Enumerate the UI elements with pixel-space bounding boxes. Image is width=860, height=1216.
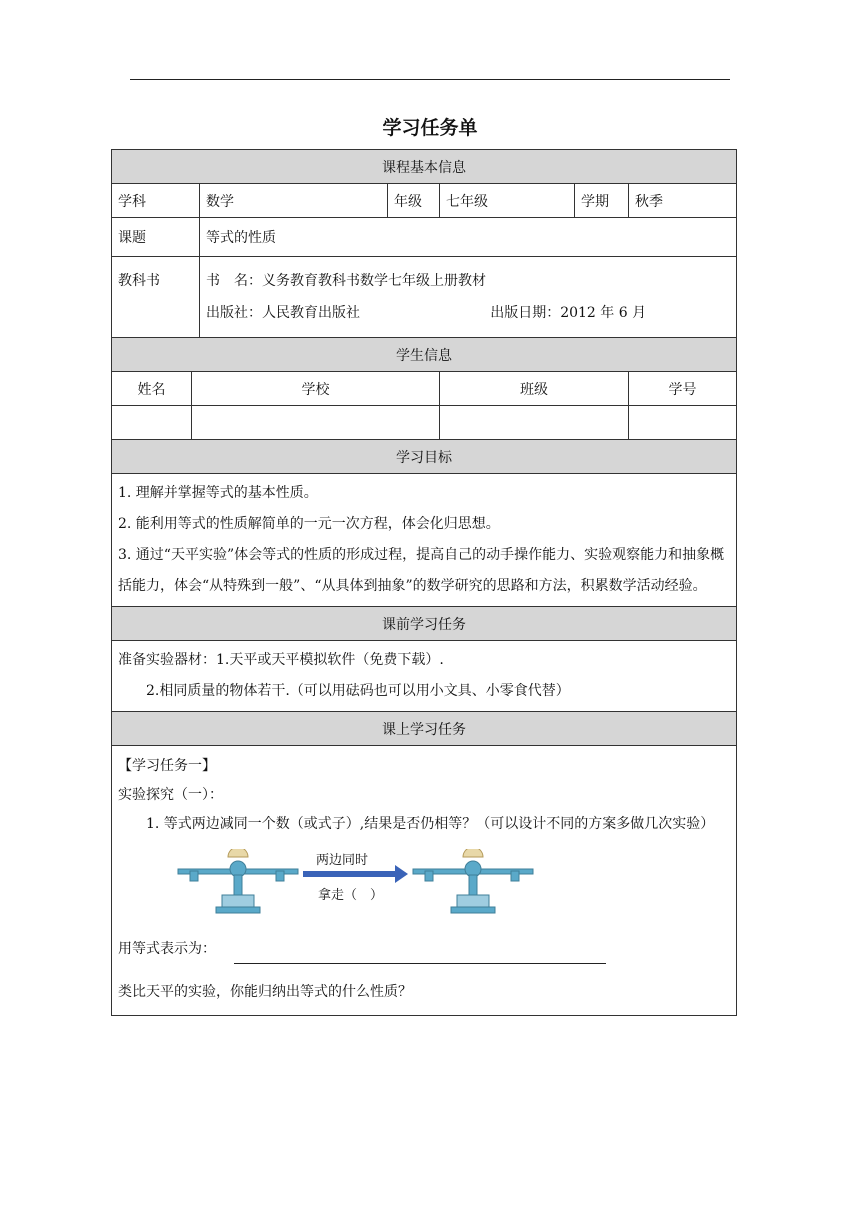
arrow-bottom-text: 拿走（ ） (318, 888, 384, 903)
question-text: 1. 等式两边减同一个数（或式子）,结果是否仍相等？（可以设计不同的方案多做几次实验） (146, 816, 715, 832)
objective-item: 1. 理解并掌握等式的基本性质。 (118, 485, 318, 501)
pre-class-content (112, 641, 737, 712)
school-cell[interactable] (192, 406, 440, 440)
topic-label: 课题 (112, 218, 200, 257)
arrow (303, 852, 408, 903)
analogy-question: 类比天平的实验，你能归纳出等式的什么性质？ (118, 984, 412, 1000)
term-label: 学期 (575, 184, 629, 218)
arrow-top-text: 两边同时 (316, 853, 369, 868)
publish-date: 出版日期：2012 年 6 月 (490, 305, 647, 321)
left-balance (178, 849, 298, 913)
subject-label: 学科 (112, 184, 200, 218)
top-rule (130, 79, 730, 80)
objectives-header: 学习目标 (112, 440, 737, 474)
right-balance (413, 849, 533, 913)
pre-class-header: 课前学习任务 (112, 607, 737, 641)
col-class: 班级 (440, 372, 629, 406)
name-cell[interactable] (112, 406, 192, 440)
explore-label: 实验探究（一）： (118, 787, 223, 803)
grade-value: 七年级 (440, 184, 575, 218)
book-name: 书 名：义务教育教科书数学七年级上册教材 (206, 273, 486, 289)
task-sheet (111, 149, 736, 1016)
pre-class-line: 准备实验器材：1.天平或天平模拟软件（免费下载）. (118, 652, 444, 668)
class-cell[interactable] (440, 406, 629, 440)
express-row (118, 935, 730, 964)
objective-item: 2. 能利用等式的性质解简单的一元一次方程，体会化归思想。 (118, 516, 500, 532)
col-name: 姓名 (112, 372, 192, 406)
pre-class-line: 2.相同质量的物体若干.（可以用砝码也可以用小文具、小零食代替） (146, 683, 570, 699)
task-title: 【学习任务一】 (118, 758, 216, 774)
textbook-info (200, 257, 737, 338)
student-id-cell[interactable] (629, 406, 737, 440)
in-class-header: 课上学习任务 (112, 712, 737, 746)
col-school: 学校 (192, 372, 440, 406)
in-class-content (112, 746, 737, 1016)
textbook-label: 教科书 (112, 257, 200, 338)
page-title: 学习任务单 (382, 117, 478, 139)
balance-illustration (168, 849, 548, 927)
grade-label: 年级 (388, 184, 440, 218)
topic-value: 等式的性质 (200, 218, 737, 257)
col-student-id: 学号 (629, 372, 737, 406)
balance-figure (168, 849, 730, 927)
course-info-header: 课程基本信息 (112, 150, 737, 184)
objectives-list (112, 474, 737, 607)
term-value: 秋季 (629, 184, 737, 218)
answer-line[interactable] (234, 945, 606, 964)
task-table (111, 149, 737, 1016)
express-label: 用等式表示为： (118, 941, 216, 957)
subject-value: 数学 (200, 184, 388, 218)
publisher: 出版社：人民教育出版社 (206, 305, 360, 321)
student-info-header: 学生信息 (112, 338, 737, 372)
objective-item: 3. 通过“天平实验”体会等式的性质的形成过程，提高自己的动手操作能力、实验观察能力和抽象概括能力，体会“从特殊到一般”、“从具体到抽象”的数学研究的思路和方法，积累数学活动经验。 (118, 547, 725, 594)
